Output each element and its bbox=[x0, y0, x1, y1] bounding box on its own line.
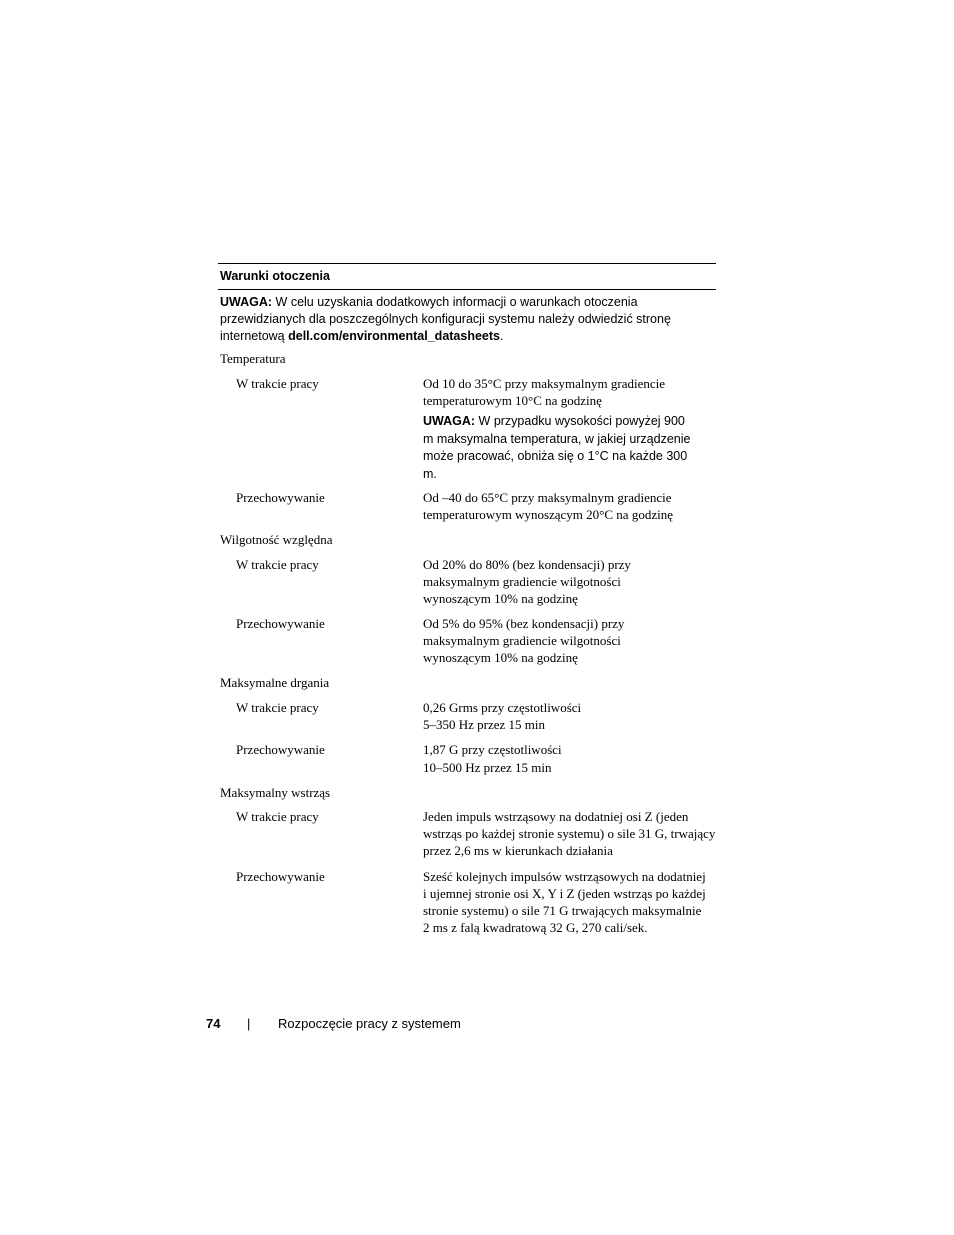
vibration-operating-value-1: 0,26 Grms przy częstotliwości bbox=[423, 700, 582, 715]
table-title: Warunki otoczenia bbox=[220, 269, 330, 283]
temperature-storage-value: Od –40 do 65°C przy maksymalnym gradiencie temperaturowym wynoszącym 20°C na godzinę bbox=[423, 490, 673, 522]
temperature-note-label: UWAGA: bbox=[423, 414, 476, 428]
vibration-storage-value-2: 10–500 Hz przez 15 min bbox=[423, 760, 552, 775]
shock-operating-value: Jeden impuls wstrząsowy na dodatniej osi Z (jeden wstrząs po każdej stronie systemu) o sile 31 G, trwający przez 2,6 ms w kierunkach działania bbox=[423, 809, 716, 858]
note-end: . bbox=[500, 329, 504, 343]
shock-storage-value: Sześć kolejnych impulsów wstrząsowych na dodatniej i ujemnej stronie osi X, Y i Z (jeden wstrząs po każdej stronie systemu) o sile 71 G trwających maksymalnie 2 ms z falą kwadratową 32 G, 270 cali/sek. bbox=[423, 869, 706, 935]
shock-heading: Maksymalny wstrząs bbox=[220, 785, 331, 800]
humidity-operating-label: W trakcie pracy bbox=[236, 557, 319, 572]
vibration-operating-label: W trakcie pracy bbox=[236, 700, 319, 715]
vibration-storage-value-1: 1,87 G przy częstotliwości bbox=[423, 742, 562, 757]
environment-table bbox=[218, 263, 716, 345]
shock-operating-label: W trakcie pracy bbox=[236, 809, 319, 824]
note-text: W celu uzyskania dodatkowych informacji o warunkach otoczenia przewidzianych dla poszczególnych konfiguracji systemu należy odwiedzić stronę internetową bbox=[220, 295, 671, 343]
humidity-storage-value: Od 5% do 95% (bez kondensacji) przy maksymalnym gradiencie wilgotności wynoszącym 10% na godzinę bbox=[423, 616, 625, 665]
note-label: UWAGA: bbox=[220, 295, 273, 309]
temperature-note-text: W przypadku wysokości powyżej 900 m maksymalna temperatura, w jakiej urządzenie może pracować, obniża się o 1°C na każde 300 m. bbox=[423, 414, 691, 481]
vibration-storage-label: Przechowywanie bbox=[236, 742, 325, 757]
temperature-heading: Temperatura bbox=[220, 351, 286, 366]
note bbox=[220, 294, 680, 345]
humidity-storage-label: Przechowywanie bbox=[236, 616, 325, 631]
vibration-storage-cell bbox=[423, 741, 723, 776]
vibration-heading: Maksymalne drgania bbox=[220, 675, 330, 690]
temperature-operating-label: W trakcie pracy bbox=[236, 376, 319, 391]
vibration-operating-cell bbox=[423, 699, 723, 733]
footer-separator: | bbox=[247, 1016, 251, 1031]
temperature-operating-value: Od 10 do 35°C przy maksymalnym gradiencie temperaturowym 10°C na godzinę bbox=[423, 376, 666, 408]
temperature-operating-note bbox=[423, 413, 698, 483]
shock-storage-label: Przechowywanie bbox=[236, 869, 325, 884]
vibration-operating-value-2: 5–350 Hz przez 15 min bbox=[423, 717, 546, 732]
temperature-operating-cell bbox=[423, 375, 713, 483]
humidity-heading: Wilgotność względna bbox=[220, 532, 333, 547]
humidity-operating-value: Od 20% do 80% (bez kondensacji) przy maksymalnym gradiencie wilgotności wynoszącym 10% na godzinę bbox=[423, 557, 631, 606]
title-rule bbox=[218, 289, 716, 290]
temperature-storage-label: Przechowywanie bbox=[236, 490, 325, 505]
chapter-title: Rozpoczęcie pracy z systemem bbox=[278, 1016, 461, 1031]
note-link: dell.com/environmental_datasheets bbox=[288, 329, 500, 343]
page-number: 74 bbox=[206, 1016, 221, 1031]
